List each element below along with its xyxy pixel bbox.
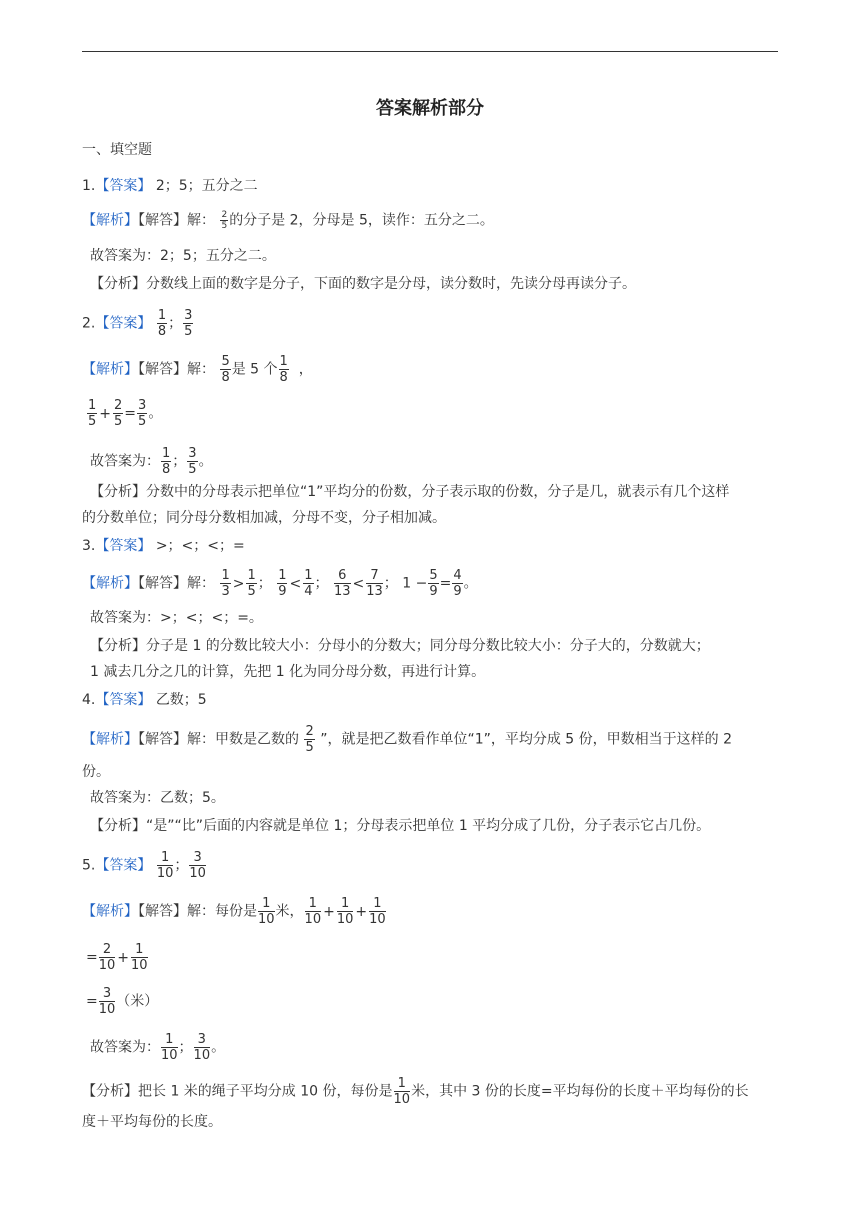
denominator: 10 [304, 912, 322, 927]
solve-tag: 【解答】 [138, 361, 187, 378]
q4-answer: 乙数；5 [155, 692, 207, 708]
numerator: 1 [131, 942, 148, 958]
q2-analysis [90, 482, 729, 502]
fraction [113, 398, 123, 429]
q5-conclusion-text: 故答案为： [90, 1039, 160, 1056]
q5-conclusion [90, 1032, 225, 1063]
numerator: 1 [369, 896, 386, 912]
numerator: 3 [188, 446, 197, 461]
fraction [99, 986, 116, 1017]
q2-number: 2. [82, 315, 96, 332]
fraction [246, 568, 256, 599]
solve-tag: 【解答】 [138, 212, 187, 229]
numerator: 3 [99, 986, 116, 1002]
numerator: 1 [247, 568, 256, 583]
fraction [258, 896, 275, 927]
q4-analysis-text: “是”“比”后面的内容就是单位 1；分母表示把单位 1 平均分成了几份，分子表示它占几份。 [146, 818, 711, 834]
denominator: 9 [278, 584, 287, 599]
denominator: 10 [369, 912, 386, 927]
fraction [337, 896, 354, 927]
numerator: 7 [366, 568, 383, 584]
denominator: 10 [189, 866, 206, 881]
answer-tag: 【答案】 [95, 315, 152, 332]
numerator: 1 [305, 896, 322, 912]
fraction [194, 1032, 211, 1063]
fraction [369, 896, 386, 927]
answer-tag: 【答案】 [95, 538, 152, 554]
fraction [161, 1032, 178, 1063]
q5-solve-text: 米， [275, 903, 304, 920]
operator: = [86, 993, 98, 1010]
numerator: 3 [138, 398, 147, 413]
operator: = [439, 575, 452, 592]
fraction [452, 568, 462, 599]
explain-tag: 【解析】 [82, 575, 138, 592]
operator: > [232, 575, 245, 592]
q2-solution-1 [82, 354, 313, 385]
q3-number: 3. [82, 538, 96, 554]
explain-tag: 【解析】 [82, 361, 138, 378]
operator: = [124, 405, 137, 422]
operator: 1 − [402, 575, 428, 592]
q5-solution-3 [86, 986, 158, 1017]
analysis-tag: 【分析】 [82, 1083, 138, 1100]
operator: + [355, 903, 368, 920]
q5-analysis-cont: 度＋平均每份的长度。 [82, 1114, 222, 1130]
denominator: 4 [304, 584, 313, 599]
explain-tag: 【解析】 [82, 903, 138, 920]
denominator: 5 [184, 324, 193, 339]
numerator: 5 [429, 568, 438, 583]
denominator: 10 [336, 912, 354, 927]
explain-tag: 【解析】 [82, 212, 138, 229]
numerator: 1 [161, 1032, 178, 1048]
denominator: 5 [138, 414, 147, 429]
q5-solution-1 [82, 896, 387, 927]
q3-solve-text: 解： [187, 575, 215, 592]
solve-tag: 【解答】 [138, 731, 187, 748]
fraction [187, 446, 197, 477]
fraction [279, 354, 289, 385]
separator: ； [172, 453, 187, 470]
numerator: 2 [114, 398, 123, 413]
q1-solve-text: 的分子是 2，分母是 5，读作：五分之二。 [229, 212, 494, 229]
q2-conclusion-text: 。 [198, 453, 213, 470]
denominator: 10 [156, 866, 174, 881]
separator: ； [168, 315, 183, 332]
q5-conclusion-text: 。 [211, 1039, 226, 1056]
q1-answer: 2；5；五分之二 [155, 178, 258, 194]
separator: ； [174, 857, 189, 874]
q4-solution-cont: 份。 [82, 764, 110, 780]
q2-solve-text: ， [298, 361, 313, 378]
numerator: 6 [334, 568, 351, 584]
q1-analysis-text: 分数线上面的数字是分子，下面的数字是分母，读分数时，先读分母再读分子。 [146, 276, 636, 292]
denominator: 8 [162, 462, 171, 477]
denominator: 10 [258, 912, 275, 927]
numerator: 3 [184, 308, 193, 323]
denominator: 5 [247, 584, 256, 599]
separator: ； [314, 575, 329, 592]
header-rule [82, 51, 778, 52]
numerator: 2 [99, 942, 116, 958]
q1-conclusion: 故答案为：2；5；五分之二。 [90, 248, 276, 264]
fraction [157, 308, 167, 339]
numerator: 1 [394, 1076, 411, 1092]
q5-analysis [82, 1076, 749, 1107]
q2-solve-text: 是 5 个 [231, 361, 278, 378]
q5-analysis-text: 米，其中 3 份的长度=平均每份的长度＋平均每份的长 [411, 1083, 749, 1100]
analysis-tag: 【分析】 [90, 818, 146, 834]
numerator: 1 [337, 896, 354, 912]
q3-analysis-cont: 1 减去几分之几的计算，先把 1 化为同分母分数，再进行计算。 [90, 664, 486, 680]
q1-answer-line [82, 176, 258, 196]
numerator: 1 [278, 568, 287, 583]
denominator: 10 [393, 1092, 411, 1107]
fraction [366, 568, 383, 599]
q2-solve-text: 解： [187, 361, 215, 378]
fraction [303, 568, 313, 599]
q3-solve-text: 。 [463, 575, 478, 592]
denominator: 9 [453, 584, 462, 599]
analysis-tag: 【分析】 [90, 484, 146, 500]
denominator: 10 [193, 1048, 211, 1063]
numerator: 1 [157, 850, 174, 866]
q3-answer: >；<；<；= [155, 538, 245, 554]
numerator: 1 [162, 446, 171, 461]
q4-analysis [90, 816, 710, 836]
denominator: 5 [88, 414, 97, 429]
fraction [137, 398, 147, 429]
q3-conclusion: 故答案为：>；<；<；=。 [90, 610, 263, 626]
numerator: 1 [279, 354, 288, 369]
denominator: 5 [305, 740, 314, 755]
numerator: 3 [194, 1032, 211, 1048]
separator: ； [383, 575, 398, 592]
q4-solution [82, 724, 732, 755]
q2-solution-2 [86, 398, 162, 429]
explain-tag: 【解析】 [82, 731, 138, 748]
q5-number: 5. [82, 857, 96, 874]
fraction [220, 568, 230, 599]
q5-solution-2 [86, 942, 149, 973]
fraction [220, 354, 230, 385]
denominator: 9 [429, 584, 438, 599]
numerator: 1 [157, 308, 167, 323]
q1-number: 1. [82, 178, 96, 194]
q3-answer-line [82, 536, 245, 556]
numerator: 1 [88, 398, 97, 413]
operator: = [86, 949, 98, 966]
denominator: 13 [366, 584, 383, 599]
denominator: 10 [161, 1048, 178, 1063]
q5-analysis-text: 把长 1 米的绳子平均分成 10 份，每份是 [138, 1083, 393, 1100]
fraction [220, 210, 228, 231]
fraction [99, 942, 116, 973]
denominator: 8 [157, 324, 167, 339]
operator: + [323, 903, 335, 920]
operator: + [99, 405, 112, 422]
operator: < [352, 575, 365, 592]
solve-tag: 【解答】 [138, 903, 187, 920]
answer-tag: 【答案】 [95, 692, 152, 708]
denominator: 10 [98, 958, 116, 973]
fraction [394, 1076, 411, 1107]
q2-analysis-cont: 的分数单位；同分母分数相加减，分母不变，分子相加减。 [82, 510, 446, 526]
q4-number: 4. [82, 692, 96, 708]
numerator: 3 [189, 850, 206, 866]
q5-answer-line [82, 850, 207, 881]
denominator: 10 [131, 958, 148, 973]
page-title: 答案解析部分 [376, 98, 484, 119]
numerator: 4 [453, 568, 462, 583]
denominator: 8 [221, 370, 230, 385]
denominator: 5 [114, 414, 123, 429]
fraction [157, 850, 174, 881]
fraction [334, 568, 351, 599]
numerator: 1 [304, 568, 313, 583]
solve-tag: 【解答】 [138, 575, 187, 592]
analysis-tag: 【分析】 [90, 276, 146, 292]
q1-analysis [90, 274, 636, 294]
q2-conclusion [90, 446, 213, 477]
fraction [304, 724, 314, 755]
denominator: 13 [333, 584, 351, 599]
separator: ； [257, 575, 272, 592]
denominator: 5 [221, 221, 228, 231]
numerator: 1 [258, 896, 275, 912]
q2-analysis-text: 分数中的分母表示把单位“1”平均分的份数，分子表示取的份数，分子是几，就表示有几个这样 [146, 484, 730, 500]
unit-label: （米） [116, 993, 159, 1010]
fraction [305, 896, 322, 927]
q4-answer-line [82, 690, 207, 710]
section-heading: 一、填空题 [82, 142, 152, 158]
q1-solution [82, 210, 494, 231]
q4-solve-text: ”，就是把乙数看作单位“1”，平均分成 5 份，甲数相当于这样的 2 [320, 731, 733, 748]
fraction [189, 850, 206, 881]
q4-conclusion: 故答案为：乙数；5。 [90, 790, 225, 806]
denominator: 10 [98, 1002, 116, 1017]
fraction [161, 446, 171, 477]
numerator: 5 [221, 354, 230, 369]
denominator: 3 [221, 584, 230, 599]
separator: ； [178, 1039, 193, 1056]
q4-solve-text: 解：甲数是乙数的 [187, 731, 299, 748]
operator: < [289, 575, 302, 592]
denominator: 5 [188, 462, 197, 477]
q2-solve-text: 。 [148, 405, 163, 422]
answer-tag: 【答案】 [95, 857, 152, 874]
q3-analysis [90, 636, 710, 656]
numerator: 2 [221, 210, 228, 220]
q5-solve-text: 解：每份是 [187, 903, 257, 920]
q2-answer-line [82, 308, 194, 339]
analysis-tag: 【分析】 [90, 638, 146, 654]
numerator: 1 [221, 568, 230, 583]
denominator: 8 [279, 370, 288, 385]
q3-solution [82, 568, 478, 599]
fraction [87, 398, 97, 429]
answer-tag: 【答案】 [95, 178, 152, 194]
fraction [428, 568, 438, 599]
q2-conclusion-text: 故答案为： [90, 453, 160, 470]
q3-analysis-text: 分子是 1 的分数比较大小：分母小的分数大；同分母分数比较大小：分子大的，分数就大； [146, 638, 710, 654]
q1-solve-text: 解： [187, 212, 215, 229]
fraction [183, 308, 193, 339]
fraction [277, 568, 287, 599]
fraction [131, 942, 148, 973]
operator: + [117, 949, 130, 966]
numerator: 2 [305, 724, 314, 739]
